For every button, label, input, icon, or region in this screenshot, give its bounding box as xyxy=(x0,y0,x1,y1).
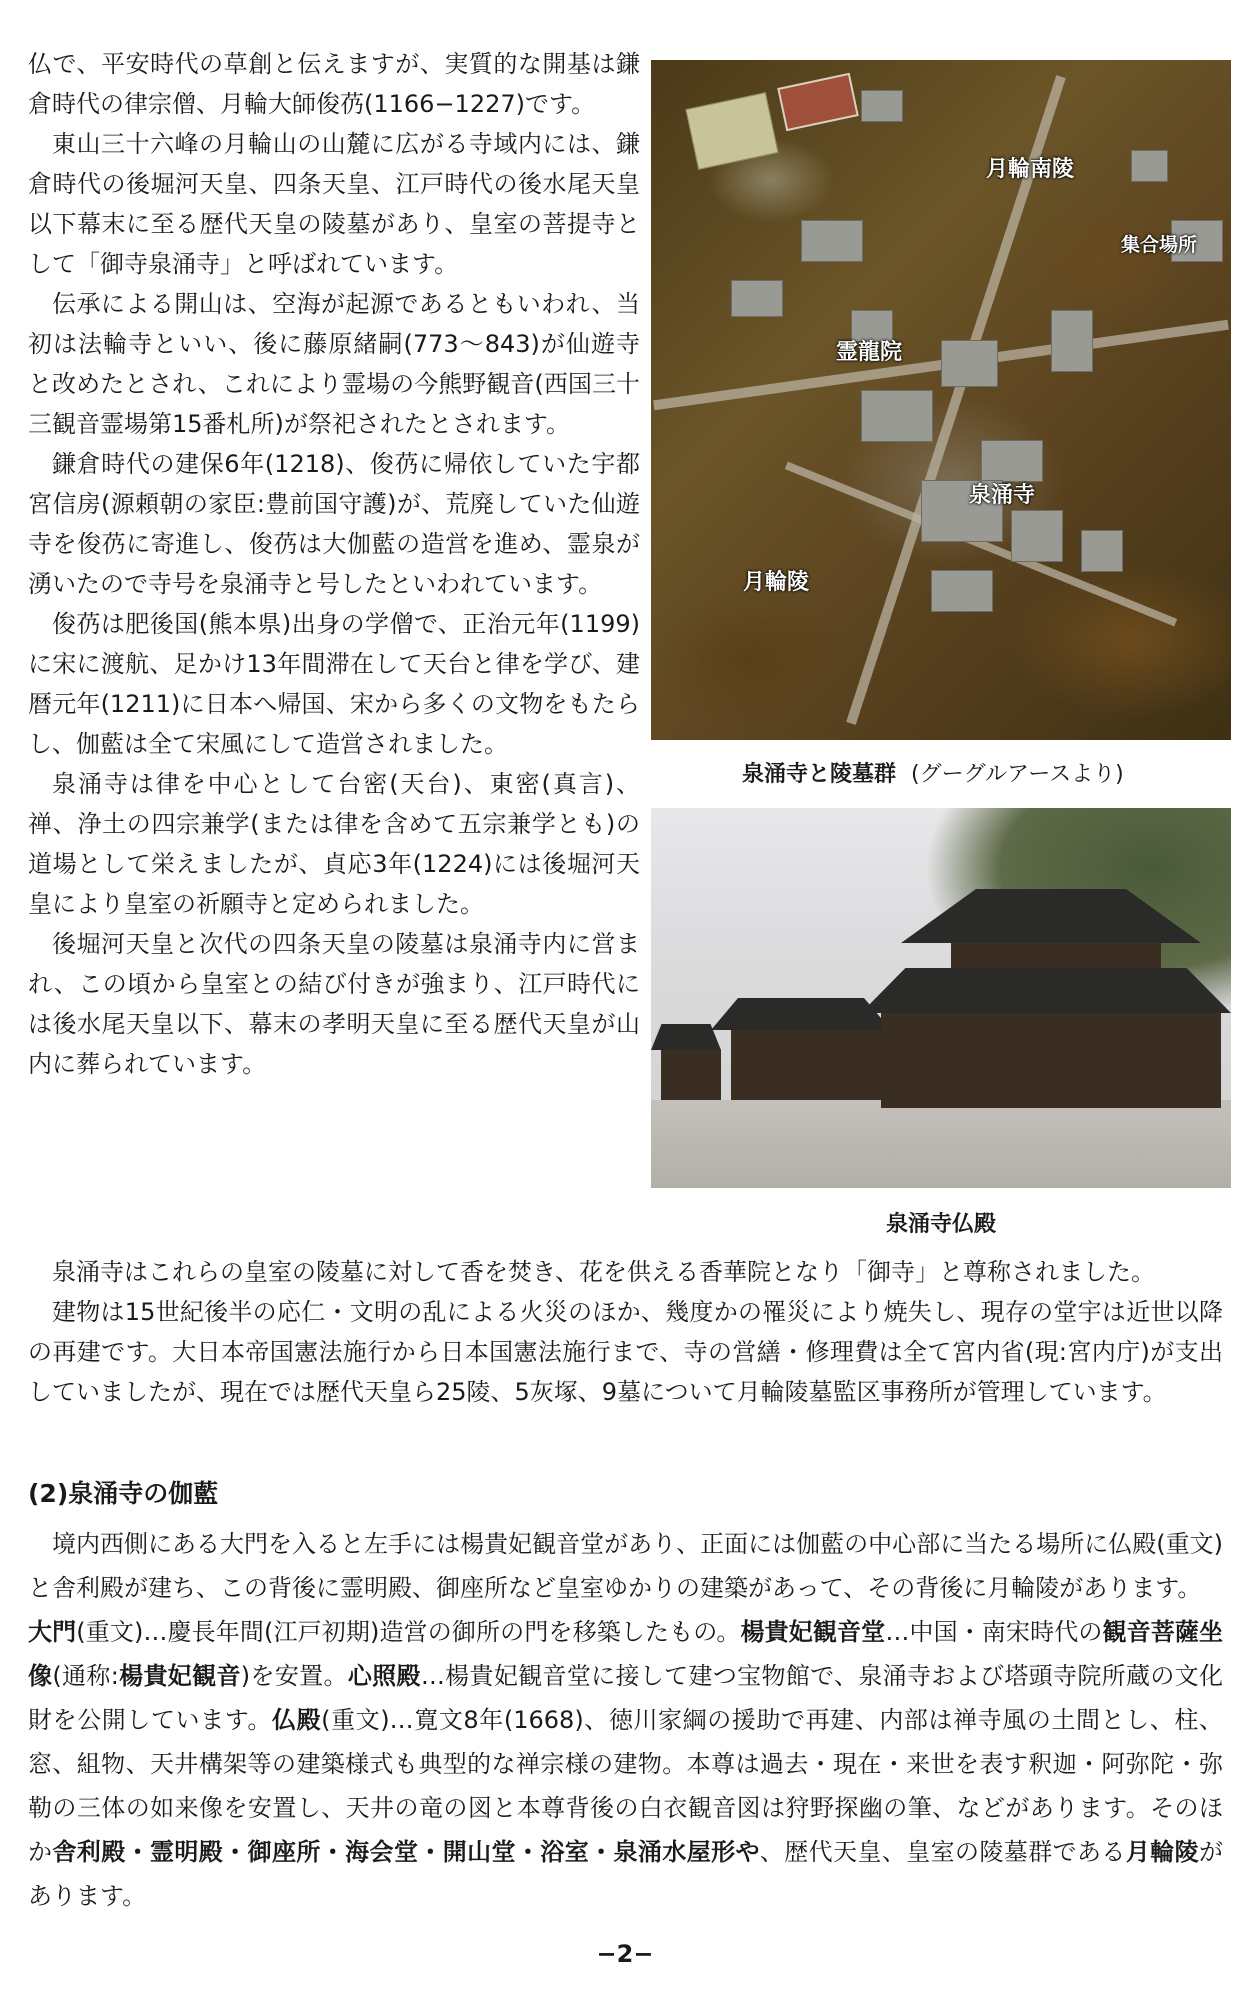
paragraph: 俊芿は肥後国(熊本県)出身の学僧で、正治元年(1199)に宋に渡航、足かけ13年間滞在して天台と律を学び、建暦元年(1211)に日本へ帰国、宋から多くの文物をもたらし、伽藍は全て宋風にして造営されました。 xyxy=(28,610,640,758)
term-shinshoden: 心照殿 xyxy=(347,1662,421,1690)
map-label-assembly: 集合場所 xyxy=(1121,234,1198,256)
term-butsuden: 仏殿 xyxy=(271,1706,322,1734)
aerial-caption-source: (グーグルアースより) xyxy=(911,762,1124,787)
paragraph: 泉涌寺はこれらの皇室の陵墓に対して香を焚き、花を供える香華院となり「御寺」と尊称されました。 xyxy=(52,1258,1156,1286)
map-label-reiryuin: 霊龍院 xyxy=(836,340,903,365)
aerial-photo xyxy=(651,60,1231,740)
full-width-text xyxy=(28,1252,1223,1412)
term-yokihi-kannondo: 楊貴妃観音堂 xyxy=(740,1618,886,1646)
page-number: −2− xyxy=(596,1940,654,1968)
section-garan xyxy=(28,1476,1223,1918)
butsuden-caption: 泉涌寺仏殿 xyxy=(885,1212,996,1237)
paragraph: 仏で、平安時代の草創と伝えますが、実質的な開基は鎌倉時代の律宗僧、月輪大師俊芿(1166−1227)です。 xyxy=(28,50,640,118)
section-items: 大門(重文)…慶長年間(江戸初期)造営の御所の門を移築したもの。楊貴妃観音堂…中国・南宋時代の観音菩薩坐像(通称:楊貴妃観音)を安置。心照殿…楊貴妃観音堂に接して建つ宝物館で、泉涌寺および塔頭寺院所蔵の文化財を公開しています。仏殿(重文)…寛文8年(1668)、徳川家綱の援助で再建、内部は禅寺風の土間とし、柱、窓、組物、天井構架等の建築様式も典型的な禅宗様の建物。本尊は過去・現在・来世を表す釈迦・阿弥陀・弥勒の三体の如来像を安置し、天井の竜の図と本尊背後の白衣観音図は狩野探幽の筆、などがあります。そのほか舎利殿・霊明殿・御座所・海会堂・開山堂・浴室・泉涌水屋形や、歴代天皇、皇室の陵墓群である月輪陵があります。 xyxy=(28,1618,1224,1910)
section-heading: (2)泉涌寺の伽藍 xyxy=(28,1479,219,1508)
paragraph: 鎌倉時代の建保6年(1218)、俊芿に帰依していた宇都宮信房(源頼朝の家臣:豊前国守護)が、荒廃していた仙遊寺を俊芿に寄進し、俊芿は大伽藍の造営を進め、霊泉が湧いたので寺号を泉涌寺と号したといわれています。 xyxy=(28,450,640,598)
butsuden-caption-wrap xyxy=(0,1210,1250,1240)
term-other-buildings: 舎利殿・霊明殿・御座所・海会堂・開山堂・浴室・泉涌水屋形や xyxy=(52,1838,760,1866)
paragraph: 伝承による開山は、空海が起源であるともいわれ、当初は法輪寺といい、後に藤原緒嗣(773〜843)が仙遊寺と改めたとされ、これにより霊場の今熊野観音(西国三十三観音霊場第15番札所)が祭祀されたとされます。 xyxy=(28,290,640,438)
term-tsukinowa-ryo: 月輪陵 xyxy=(1125,1838,1200,1866)
map-label-sennyuji: 泉涌寺 xyxy=(969,483,1036,508)
map-label-tsukinowa: 月輪陵 xyxy=(743,570,810,595)
term-yokihi-kannon: 楊貴妃観音 xyxy=(118,1662,241,1690)
aerial-caption-title: 泉涌寺と陵墓群 xyxy=(742,762,897,787)
paragraph: 東山三十六峰の月輪山の山麓に広がる寺域内には、鎌倉時代の後堀河天皇、四条天皇、江戸時代の後水尾天皇以下幕末に至る歴代天皇の陵墓があり、皇室の菩提寺として「御寺泉涌寺」と呼ばれています。 xyxy=(28,130,640,278)
aerial-caption xyxy=(742,760,1124,790)
term-daimon: 大門 xyxy=(28,1618,77,1646)
section-intro: 境内西側にある大門を入ると左手には楊貴妃観音堂があり、正面には伽藍の中心部に当たる場所に仏殿(重文)と舎利殿が建ち、この背後に霊明殿、御座所など皇室ゆかりの建築があって、その背後に月輪陵があります。 xyxy=(28,1530,1223,1602)
map-label-tsukinowa-minami: 月輪南陵 xyxy=(986,157,1075,182)
paragraph: 泉涌寺は律を中心として台密(天台)、東密(真言)、禅、浄土の四宗兼学(または律を含めて五宗兼学とも)の道場として栄えましたが、貞応3年(1224)には後堀河天皇により皇室の祈願寺と定められました。 xyxy=(28,770,640,918)
paragraph: 後堀河天皇と次代の四条天皇の陵墓は泉涌寺内に営まれ、この頃から皇室との結び付きが強まり、江戸時代には後水尾天皇以下、幕末の孝明天皇に至る歴代天皇が山内に葬られています。 xyxy=(28,930,640,1078)
left-column-text xyxy=(28,44,640,1084)
butsuden-photo xyxy=(651,808,1231,1188)
paragraph: 建物は15世紀後半の応仁・文明の乱による火災のほか、幾度かの罹災により焼失し、現存の堂宇は近世以降の再建です。大日本帝国憲法施行から日本国憲法施行まで、寺の営繕・修理費は全て宮内省(現:宮内庁)が支出していましたが、現在では歴代天皇ら25陵、5灰塚、9墓について月輪陵墓監区事務所が管理しています。 xyxy=(28,1298,1223,1406)
term-kannon-zazo: 観音菩薩坐像 xyxy=(28,1618,1224,1690)
